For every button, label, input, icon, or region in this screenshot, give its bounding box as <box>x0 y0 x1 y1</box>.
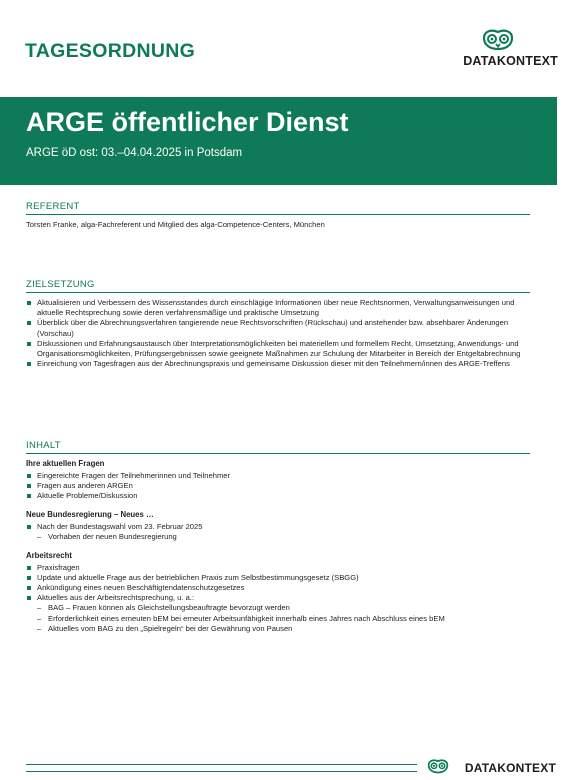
list-item: Ankündigung eines neuen Beschäftigtendatenschutzgesetzes <box>26 583 530 593</box>
list-item: Update und aktuelle Frage aus der betrieblichen Praxis zum Selbstbestimmungsgesetz (SBGG) <box>26 573 530 583</box>
zielsetzung-list <box>26 298 530 369</box>
section-inhalt <box>26 440 530 634</box>
sub-list-item: – Vorhaben der neuen Bundesregierung <box>26 532 530 542</box>
group-title: Ihre aktuellen Fragen <box>26 459 105 468</box>
section-heading-zielsetzung: ZIELSETZUNG <box>26 279 530 293</box>
list-item: Überblick über die Abrechnungsverfahren tangierende neue Rechtsvorschriften (Rückschau) und anstehender bzw. absehbarer Änderungen (Vorschau) <box>26 318 530 338</box>
owl-icon <box>480 28 516 52</box>
sub-list-item: – Erforderlichkeit eines erneuten bEM bei erneuter Arbeitsunfähigkeit innerhalb eines Jahres nach Abschluss eines bEM <box>26 614 530 624</box>
list-item: Praxisfragen <box>26 563 530 573</box>
page-title: TAGESORDNUNG <box>25 40 196 62</box>
referent-text: Torsten Franke, alga-Fachreferent und Mitglied des alga-Competence-Centers, München <box>26 220 325 229</box>
list-item: Einreichung von Tagesfragen aus der Abrechnungspraxis und gemeinsame Diskussion dieser mit den Teilnehmern/innen des ARGE-Treffens <box>26 359 530 369</box>
list-item: Nach der Bundestagswahl vom 23. Februar 2025 <box>26 522 530 532</box>
inhalt-group-fragen <box>26 459 530 501</box>
section-zielsetzung <box>26 279 530 369</box>
title-banner <box>0 97 557 185</box>
sub-list-item: – Aktuelles vom BAG zu den „Spielregeln“ bei der Gewährung von Pausen <box>26 624 530 634</box>
list-item: Aktualisieren und Verbessern des Wissensstandes durch einschlägige Informationen über neue Rechtsnormen, Verwaltungsanweisungen und aktuelle Rechtsprechung sowie deren verfahrensmäßige und praktische Umsetzung <box>26 298 530 318</box>
list-item: Fragen aus anderen ARGEn <box>26 481 530 491</box>
section-referent <box>26 201 530 230</box>
logo-text: DATAKONTEXT <box>463 54 558 68</box>
list-item: Aktuelles aus der Arbeitsrechtsprechung, u. a.: <box>26 593 530 603</box>
list-item: Eingereichte Fragen der Teilnehmerinnen und Teilnehmer <box>26 471 530 481</box>
owl-icon <box>426 758 450 775</box>
list-item: Aktuelle Probleme/Diskussion <box>26 491 530 501</box>
footer-rule <box>26 764 417 772</box>
event-title: ARGE öffentlicher Dienst <box>26 107 349 137</box>
inhalt-group-arbeitsrecht <box>26 551 530 634</box>
section-heading-referent: REFERENT <box>26 201 530 215</box>
event-subtitle: ARGE öD ost: 03.–04.04.2025 in Potsdam <box>26 147 243 159</box>
datakontext-logo <box>438 28 558 70</box>
footer-logo <box>426 758 556 776</box>
inhalt-group-bundesregierung <box>26 510 530 542</box>
group-title: Arbeitsrecht <box>26 551 72 561</box>
sub-list-item: – BAG – Frauen können als Gleichstellungsbeauftragte bevorzugt werden <box>26 603 530 613</box>
section-heading-inhalt: INHALT <box>26 440 530 454</box>
group-title: Neue Bundesregierung – Neues … <box>26 510 154 520</box>
list-item: Diskussionen und Erfahrungsaustausch über Interpretationsmöglichkeiten bei materiellem und formellem Recht, Umsetzung, Anwendungs- und Organisationsmöglichkeiten, Prüfungsergebnissen sowie geeignete Maßnahmen zur Schulung der Mitarbeiter in Bereich der Entgeltabrechnung <box>26 339 530 359</box>
footer-logo-text: DATAKONTEXT <box>464 761 556 775</box>
